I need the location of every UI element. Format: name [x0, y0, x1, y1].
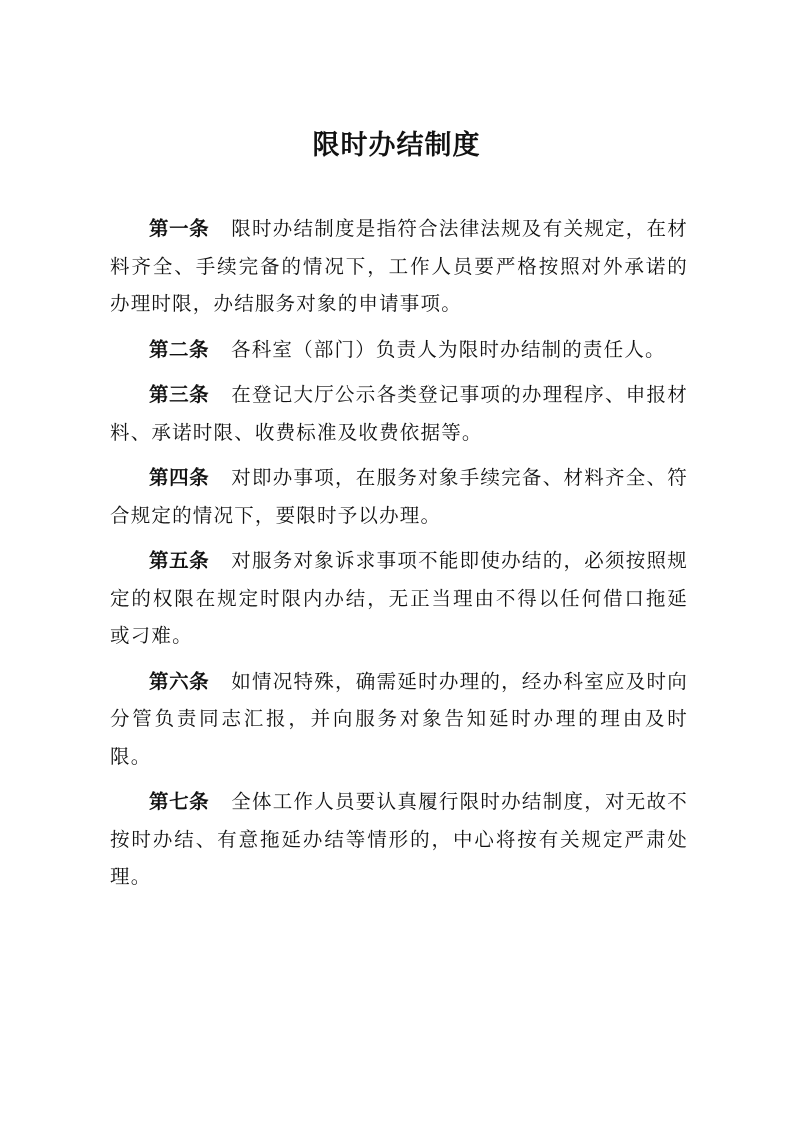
article-4: [110, 459, 688, 534]
article-6: [110, 663, 688, 776]
article-text: 如情况特殊，确需延时办理的，经办科室应及时向分管负责同志汇报，并向服务对象告知延时办理的理由及时限。: [110, 669, 688, 768]
article-text: 各科室（部门）负责人为限时办结制的责任人。: [231, 337, 666, 361]
article-1: [110, 210, 688, 323]
article-text: 限时办结制度是指符合法律法规及有关规定，在材料齐全、手续完备的情况下，工作人员要严格按照对外承诺的办理时限，办结服务对象的申请事项。: [110, 217, 688, 315]
document-title: 限时办结制度: [312, 130, 481, 161]
article-3: [110, 376, 688, 451]
document-body: [110, 210, 688, 904]
article-2: [110, 331, 688, 369]
article-heading: 第四条: [149, 466, 210, 489]
article-heading: 第二条: [149, 337, 210, 361]
article-heading: 第六条: [149, 669, 210, 693]
article-7: [110, 783, 688, 896]
article-heading: 第七条: [149, 790, 210, 813]
article-heading: 第一条: [149, 217, 210, 240]
article-heading: 第五条: [149, 549, 210, 572]
article-5: [110, 542, 688, 655]
article-text: 全体工作人员要认真履行限时办结制度，对无故不按时办结、有意拖延办结等情形的，中心将按有关规定严肃处理。: [110, 790, 688, 888]
article-text: 对即办事项，在服务对象手续完备、材料齐全、符合规定的情况下，要限时予以办理。: [110, 466, 688, 527]
article-text: 在登记大厅公示各类登记事项的办理程序、申报材料、承诺时限、收费标准及收费依据等。: [110, 383, 688, 444]
article-text: 对服务对象诉求事项不能即使办结的，必须按照规定的权限在规定时限内办结，无正当理由不得以任何借口拖延或刁难。: [110, 549, 688, 647]
article-heading: 第三条: [149, 383, 210, 406]
